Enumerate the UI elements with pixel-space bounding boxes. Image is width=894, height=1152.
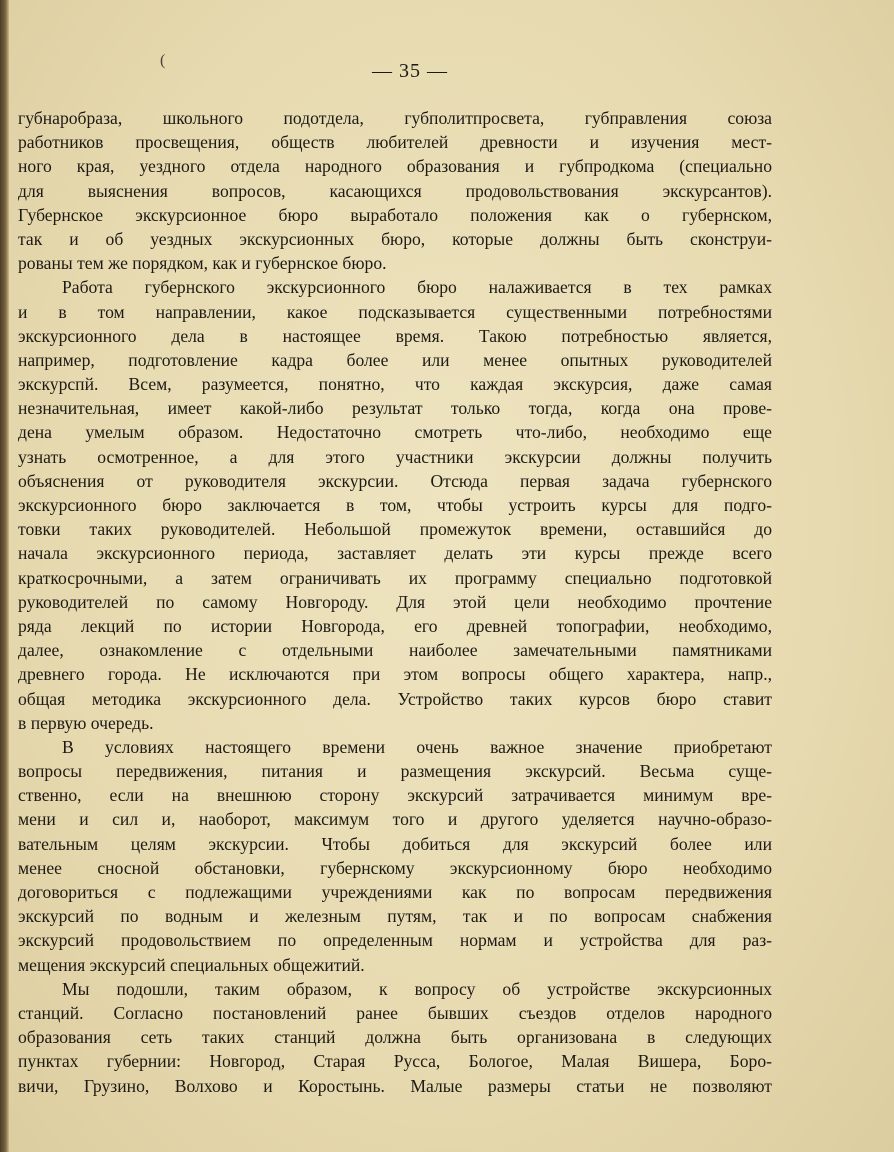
text-line: и в том направлении, какое подсказывается существенными потребностями (18, 301, 772, 322)
text-line: мещения экскурсий специальных общежитий. (18, 954, 365, 975)
text-line: экскурсий продовольствием по определенным нормам и устройства для раз- (18, 930, 772, 951)
text-line: образования сеть таких станций должна быть организована в следующих (18, 1027, 772, 1048)
text-line: узнать осмотренное, а для этого участники экскурсии должны получить (18, 446, 772, 467)
text-line: экскурсионного дела в настоящее время. Такою потребностью является, (18, 325, 772, 346)
text-line: вательным целям экскурсии. Чтобы добиться для экскурсий более или (18, 833, 772, 854)
text-line: работников просвещения, обществ любителей древности и изучения мест- (18, 132, 772, 153)
text-line: экскурспй. Всем, разумеется, понятно, что каждая экскурсия, даже самая (18, 374, 772, 395)
text-line: руководителей по самому Новгороду. Для этой цели необходимо прочтение (18, 591, 772, 612)
text-line: Губернское экскурсионное бюро выработало положения как о губернском, (18, 204, 772, 225)
text-line: мени и сил и, наоборот, максимум того и другого уделяется научно-образо- (18, 809, 772, 830)
text-line: менее сносной обстановки, губернскому экскурсионному бюро необходимо (18, 857, 772, 878)
text-line: в первую очередь. (18, 712, 154, 733)
text-line: В условиях настоящего времени очень важное значение приобретают (62, 736, 772, 757)
text-line: краткосрочными, а затем ограничивать их программу специально подготовкой (18, 567, 772, 588)
margin-mark: ( (160, 52, 166, 69)
text-line: древнего города. Не исключаются при этом вопросы общего характера, напр., (18, 664, 772, 685)
text-line: Работа губернского экскурсионного бюро налаживается в тех рамках (62, 277, 772, 298)
text-line: для выяснения вопросов, касающихся продовольствования экскурсантов). (18, 180, 772, 201)
text-line: начала экскурсионного периода, заставляет делать эти курсы прежде всего (18, 543, 772, 564)
text-line: незначительная, имеет какой-либо результат только тогда, когда она прове- (18, 398, 772, 419)
text-line: ственно, если на внешнюю сторону экскурсий затрачивается минимум вре- (18, 785, 772, 806)
text-line: пунктах губернии: Новгород, Старая Русса, Бологое, Малая Вишера, Боро- (18, 1051, 772, 1072)
text-line: экскурсий по водным и железным путям, так и по вопросам снабжения (18, 906, 772, 927)
text-line: общая методика экскурсионного дела. Устройство таких курсов бюро ставит (18, 688, 772, 709)
text-line: например, подготовление кадра более или менее опытных руководителей (18, 349, 772, 370)
text-line: губнаробраза, школьного подотдела, губполитпросвета, губправления союза (18, 108, 772, 128)
text-line: Мы подошли, таким образом, к вопросу об устройстве экскурсионных (62, 978, 772, 999)
text-line: договориться с подлежащими учреждениями как по вопросам передвижения (18, 882, 772, 902)
text-line: далее, ознакомление с отдельными наиболее замечательными памятниками (18, 640, 772, 661)
text-line: ряда лекций по истории Новгорода, его древней топографии, необходимо, (18, 615, 772, 636)
text-line: экскурсионного бюро заключается в том, чтобы устроить курсы для подго- (18, 495, 772, 515)
text-line: вичи, Грузино, Волхово и Коростынь. Малые размеры статьи не позволяют (18, 1075, 772, 1096)
page-number: — 35 — (372, 60, 448, 82)
text-line: ного края, уездного отдела народного образования и губпродкома (специально (18, 156, 772, 177)
text-line: вопросы передвижения, питания и размещения экскурсий. Весьма суще- (18, 761, 772, 782)
text-line: объяснения от руководителя экскурсии. Отсюда первая задача губернского (18, 470, 772, 491)
text-line: товки таких руководителей. Небольшой промежуток времени, оставшийся до (18, 519, 772, 540)
body-text (18, 106, 772, 1098)
text-line: рованы тем же порядком, как и губернское бюро. (18, 253, 387, 274)
book-spine (0, 0, 9, 1152)
text-line: так и об уездных экскурсионных бюро, которые должны быть сконструи- (18, 228, 772, 249)
text-line: станций. Согласно постановлений ранее бывших съездов отделов народного (18, 1002, 772, 1023)
text-line: дена умелым образом. Недостаточно смотреть что-либо, необходимо еще (18, 422, 772, 443)
